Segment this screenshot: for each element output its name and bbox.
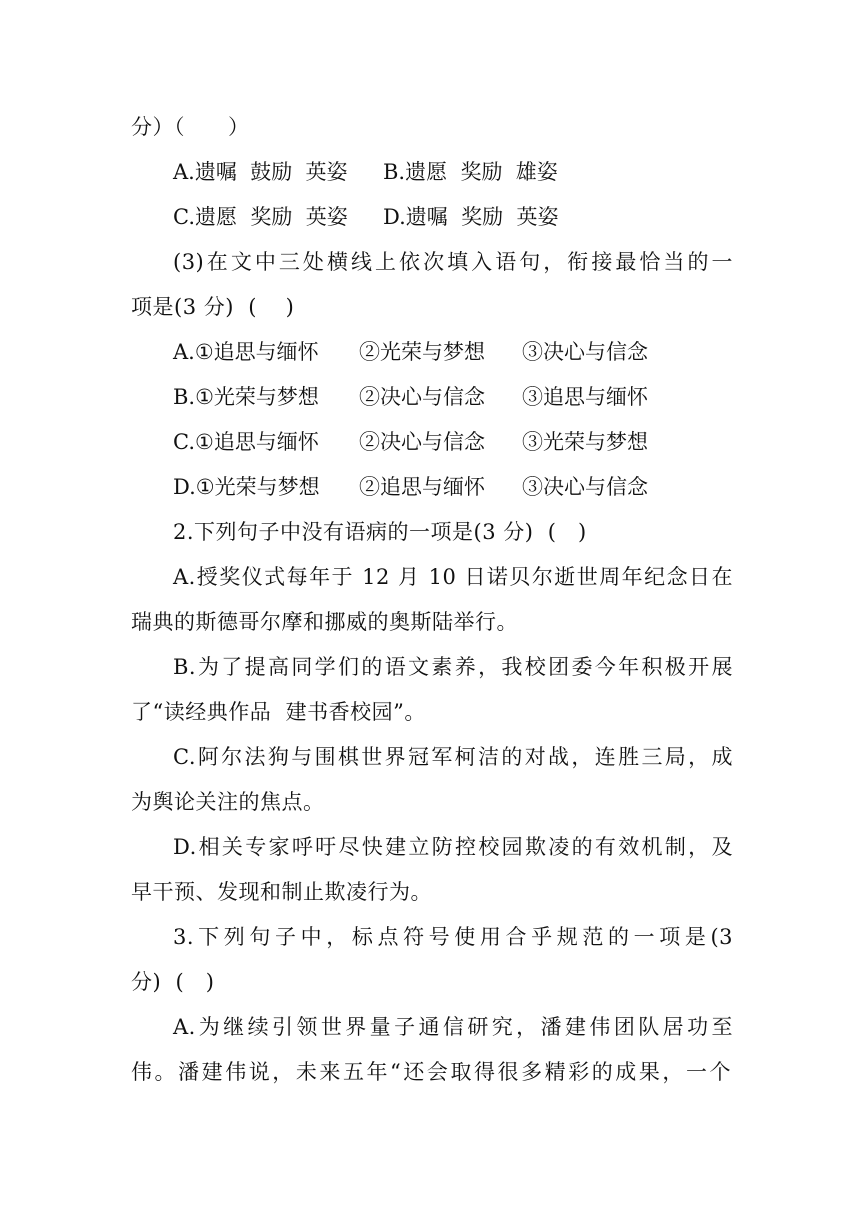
option-b-part3: ③追思与缅怀 [522, 385, 648, 409]
option-d: D.遗嘱 奖励 英姿 [383, 205, 559, 229]
option-row [173, 382, 733, 412]
option-d-part3: ③决心与信念 [522, 475, 648, 499]
option-row [173, 157, 733, 187]
question-title: 2.下列句子中没有语病的一项是(3 分) ( ) [173, 520, 587, 544]
option-text: B.为了提高同学们的语文素养，我校团委今年积极开展 [173, 655, 733, 679]
option-c: C.遗愿 奖励 英姿 [173, 205, 348, 229]
option-text: A.为继续引领世界量子通信研究，潘建伟团队居功至 [173, 1015, 733, 1039]
option-text: C.阿尔法狗与围棋世界冠军柯洁的对战，连胜三局，成 [173, 745, 733, 769]
option-a: A.遗嘱 鼓励 英姿 [173, 160, 348, 184]
option-a-part1: A.①追思与缅怀 [173, 340, 319, 364]
option-d-part2: ②追思与缅怀 [359, 475, 485, 499]
option-a-part3: ③决心与信念 [522, 340, 648, 364]
option-text: 伟。潘建伟说，未来五年“还会取得很多精彩的成果，一个 [131, 1060, 731, 1084]
question-title: 3.下列句子中，标点符号使用合乎规范的一项是(3 [173, 925, 733, 949]
option-d-part1: D.①光荣与梦想 [173, 475, 320, 499]
option-text: D.相关专家呼吁尽快建立防控校园欺凌的有效机制，及 [173, 835, 733, 859]
option-c-part2: ②决心与信念 [359, 430, 485, 454]
option-b: B.遗愿 奖励 雄姿 [383, 160, 558, 184]
option-row [173, 202, 733, 232]
option-a-part2: ②光荣与梦想 [359, 340, 485, 364]
option-text: 早干预、发现和制止欺凌行为。 [131, 880, 432, 904]
question-title: 分) ( ) [131, 970, 215, 994]
option-b-part2: ②决心与信念 [359, 385, 485, 409]
option-text: 了“读经典作品 建书香校园”。 [131, 700, 426, 724]
option-row [173, 427, 733, 457]
question-text: (3)在文中三处横线上依次填入语句，衔接最恰当的一 [173, 250, 733, 274]
option-text: 为舆论关注的焦点。 [131, 790, 325, 814]
option-row [173, 472, 733, 502]
option-text: A.授奖仪式每年于 12 月 10 日诺贝尔逝世周年纪念日在 [173, 565, 733, 589]
option-b-part1: B.①光荣与梦想 [173, 385, 319, 409]
text-line: 分）（ ） [131, 115, 250, 139]
option-c-part3: ③光荣与梦想 [522, 430, 648, 454]
option-row [173, 337, 733, 367]
option-c-part1: C.①追思与缅怀 [173, 430, 319, 454]
option-text: 瑞典的斯德哥尔摩和挪威的奥斯陆举行。 [131, 610, 518, 634]
question-text: 项是(3 分) ( ) [131, 295, 295, 319]
